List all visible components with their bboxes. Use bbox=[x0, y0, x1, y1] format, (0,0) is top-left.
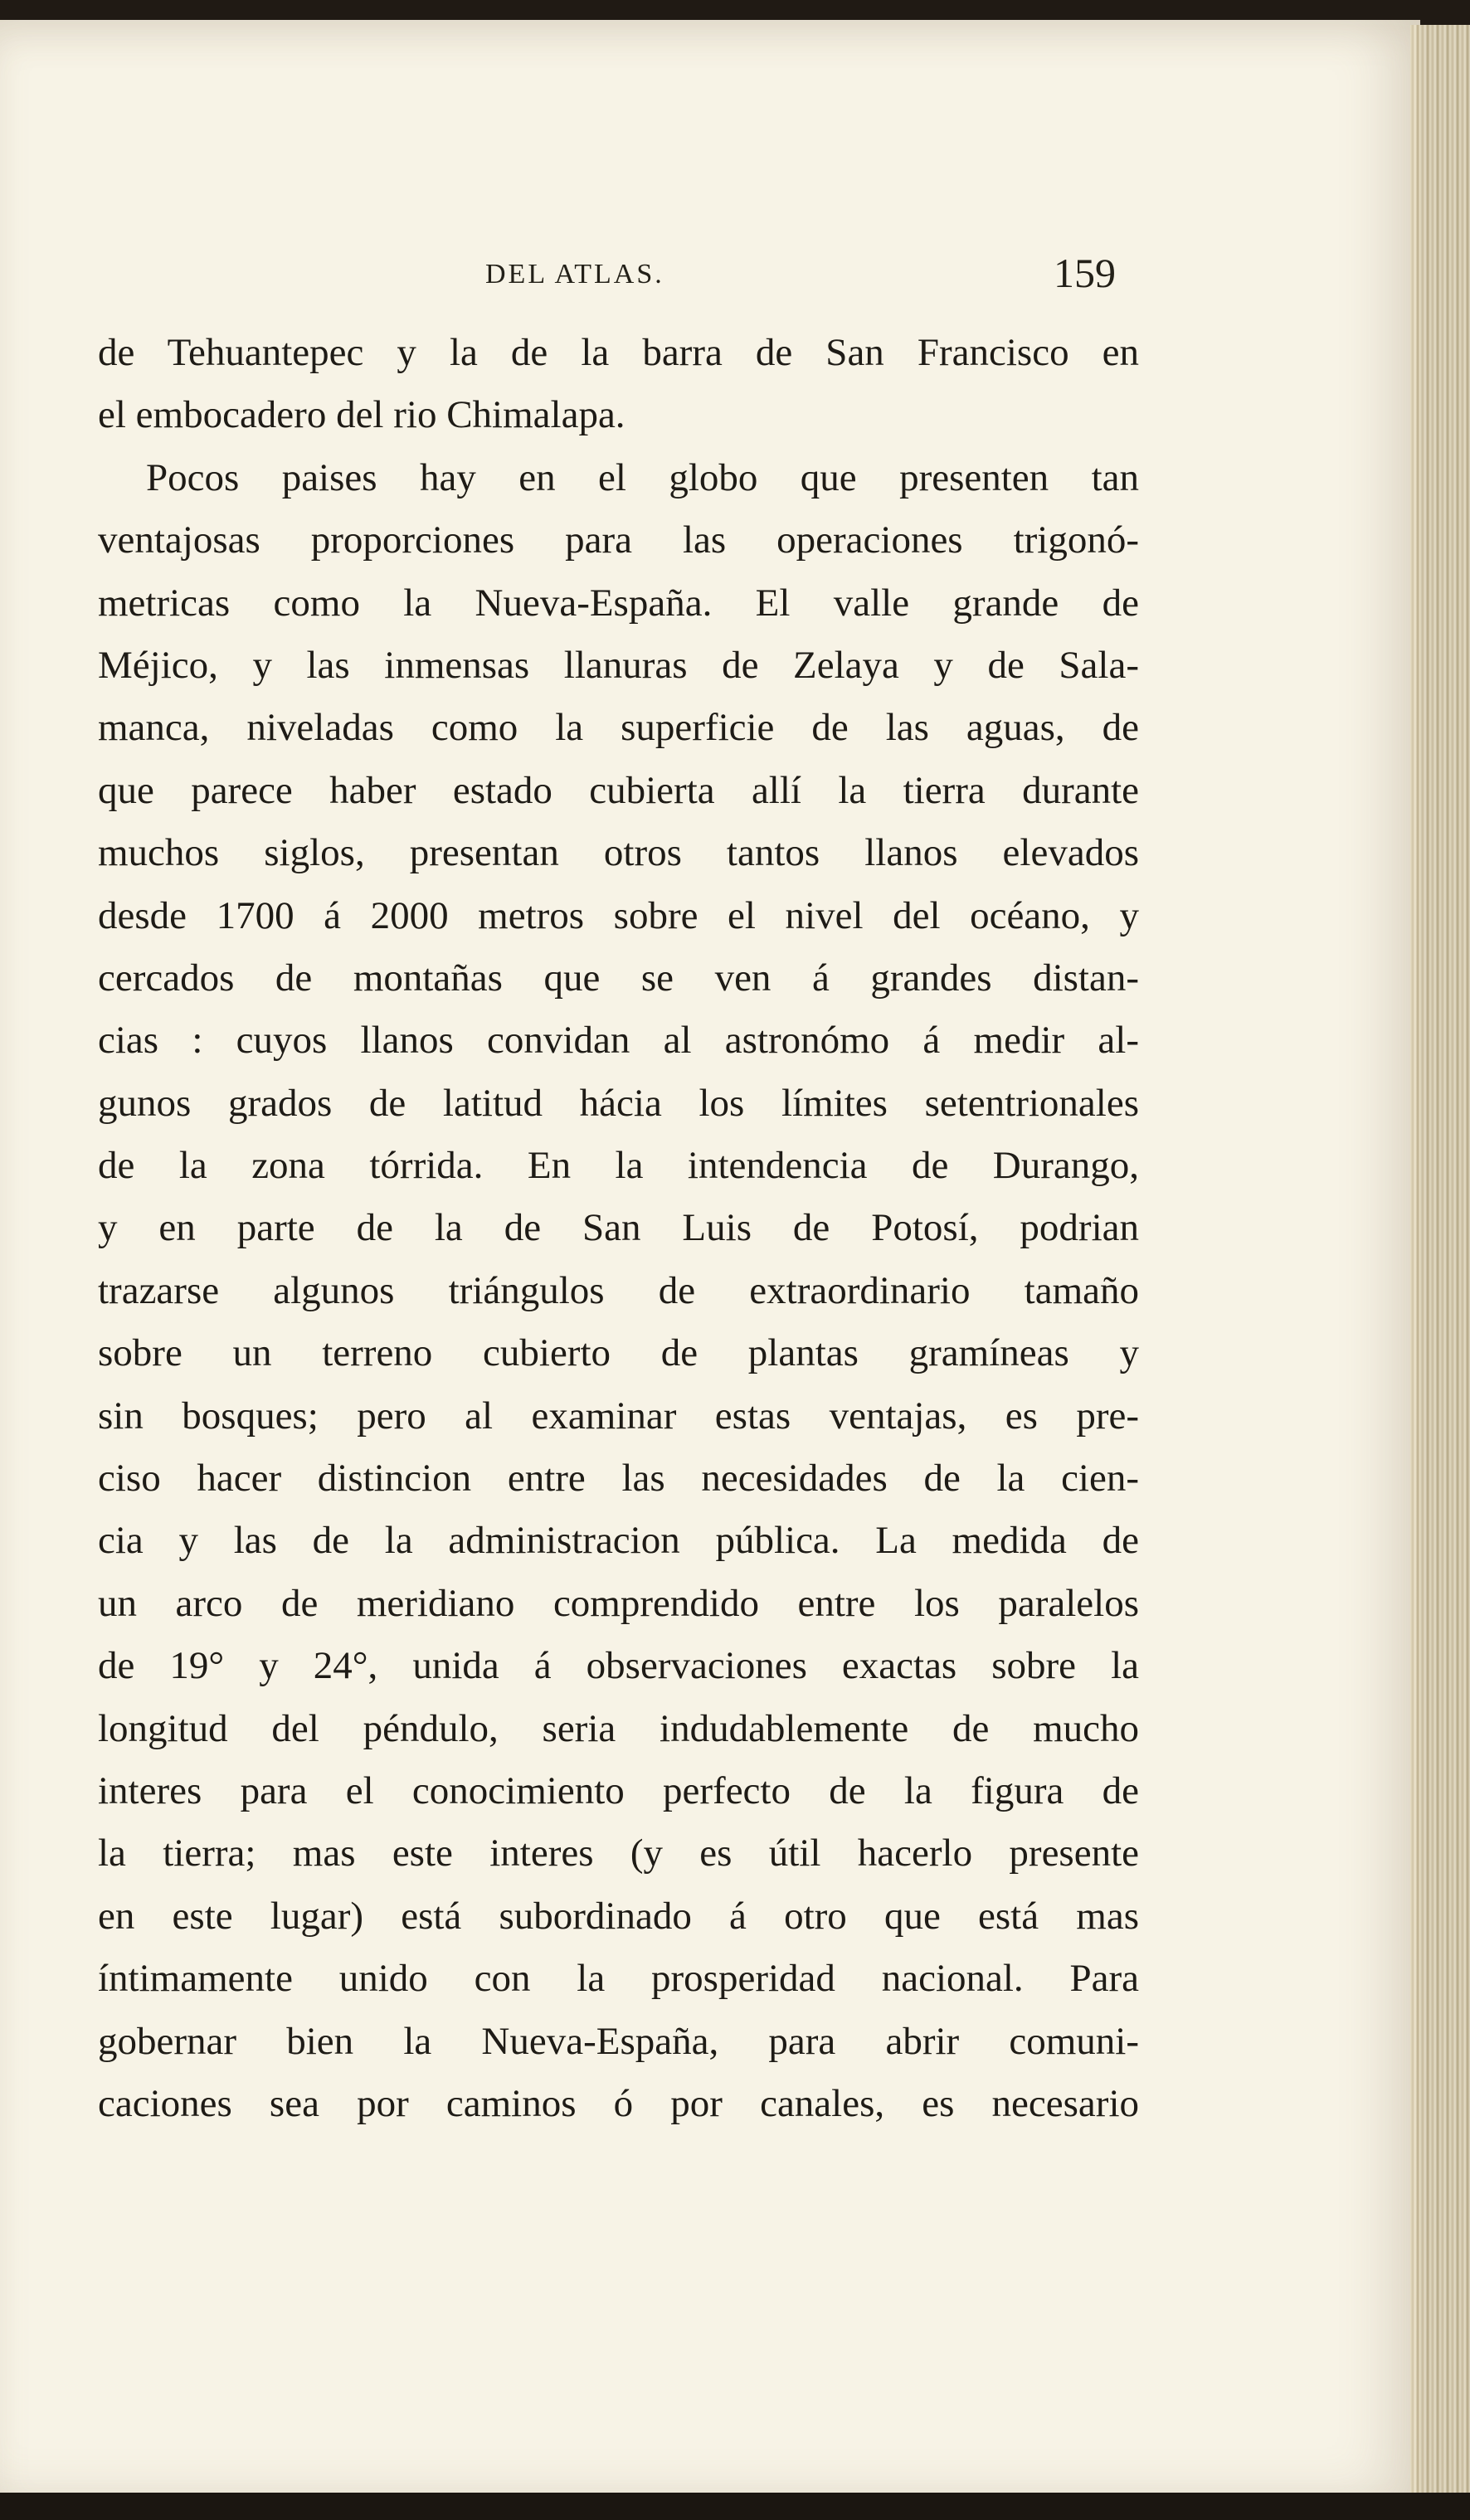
page-number: 159 bbox=[1054, 250, 1116, 296]
text-line: trazarse algunos triángulos de extraordinario tamaño bbox=[98, 1268, 1139, 1312]
text-line: Méjico, y las inmensas llanuras de Zelaya y de Sala- bbox=[98, 643, 1139, 687]
text-line: longitud del péndulo, seria indudablemente de mucho bbox=[98, 1706, 1139, 1750]
text-line: muchos siglos, presentan otros tantos llanos elevados bbox=[98, 831, 1139, 875]
text-line: en este lugar) está subordinado á otro que está mas bbox=[98, 1894, 1139, 1938]
body-text bbox=[98, 322, 1139, 2135]
text-line: manca, niveladas como la superficie de las aguas, de bbox=[98, 706, 1139, 750]
text-line: de Tehuantepec y la de la barra de San Francisco en bbox=[98, 331, 1139, 374]
running-title: DEL ATLAS. bbox=[485, 259, 664, 289]
text-line: gobernar bien la Nueva-España, para abrir comuni- bbox=[98, 2019, 1139, 2063]
text-line: la tierra; mas este interes (y es útil hacerlo presente bbox=[98, 1832, 1139, 1875]
text-line: y en parte de la de San Luis de Potosí, podrian bbox=[98, 1206, 1139, 1250]
text-line: que parece haber estado cubierta allí la tierra durante bbox=[98, 768, 1139, 812]
text-line: íntimamente unido con la prosperidad nacional. Para bbox=[98, 1957, 1139, 2001]
text-line: ciso hacer distincion entre las necesidades de la cien- bbox=[98, 1457, 1139, 1501]
running-head bbox=[485, 249, 1116, 307]
text-line: sobre un terreno cubierto de plantas gramíneas y bbox=[98, 1331, 1139, 1375]
text-line: metricas como la Nueva-España. El valle grande de bbox=[98, 581, 1139, 625]
text-line: caciones sea por caminos ó por canales, es necesario bbox=[98, 2081, 1139, 2125]
text-line: ventajosas proporciones para las operaciones trigonó- bbox=[98, 518, 1139, 562]
text-line: gunos grados de latitud hácia los límites setentrionales bbox=[98, 1081, 1139, 1125]
text-line: de la zona tórrida. En la intendencia de Durango, bbox=[98, 1144, 1139, 1188]
bottom-shadow bbox=[0, 2493, 1470, 2520]
text-line: cias : cuyos llanos convidan al astronómo á medir al- bbox=[98, 1019, 1139, 1063]
text-line: desde 1700 á 2000 metros sobre el nivel del océano, y bbox=[98, 893, 1139, 937]
page-edges bbox=[1410, 25, 1470, 2497]
text-line: cercados de montañas que se ven á grandes distan- bbox=[98, 956, 1139, 1000]
text-line: Pocos paises hay en el globo que presenten tan bbox=[146, 455, 1139, 499]
text-line: de 19° y 24°, unida á observaciones exactas sobre la bbox=[98, 1644, 1139, 1688]
text-line: sin bosques; pero al examinar estas ventajas, es pre- bbox=[98, 1394, 1139, 1438]
text-line: un arco de meridiano comprendido entre los paralelos bbox=[98, 1581, 1139, 1625]
text-line: interes para el conocimiento perfecto de la figura de bbox=[98, 1768, 1139, 1812]
text-line: cia y las de la administracion pública. La medida de bbox=[98, 1519, 1139, 1563]
text-line: el embocadero del rio Chimalapa. bbox=[98, 393, 625, 437]
